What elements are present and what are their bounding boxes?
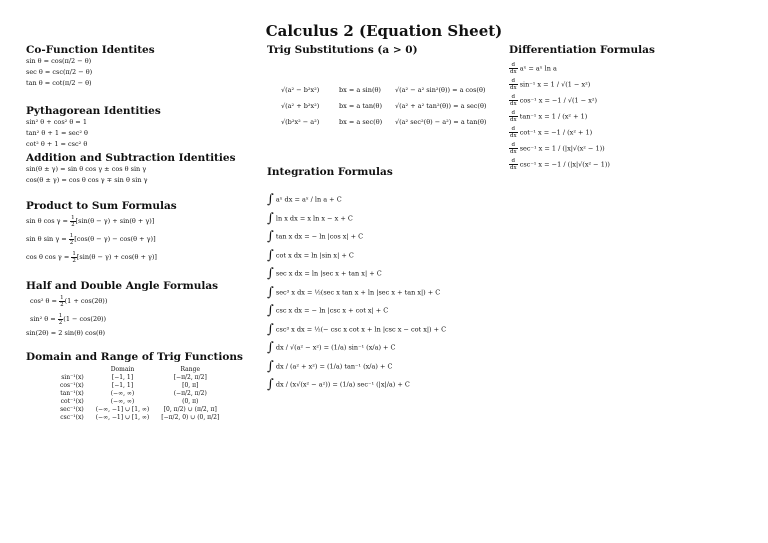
integral-sign: ∫	[267, 210, 274, 226]
section-heading: Addition and Subtraction Identities	[26, 152, 236, 164]
section-heading: Half and Double Angle Formulas	[26, 280, 219, 292]
numerator: d	[509, 62, 518, 69]
derivative-rhs: = 1 / (x² + 1)	[544, 112, 588, 121]
equation: sin(2θ) = 2 sin(θ) cos(θ)	[26, 329, 106, 337]
table-cell: cos⁻¹(x)	[60, 382, 84, 389]
derivative-rhs: = −1 / √(1 − x²)	[544, 96, 598, 105]
numerator: 1	[58, 312, 63, 319]
section-heading: Trig Substitutions (a > 0)	[267, 44, 418, 56]
trig-substitution-grid	[281, 86, 497, 126]
integral-formula	[267, 321, 497, 337]
equation: cos(θ ± γ) = cos θ cos γ ∓ sin θ sin γ	[26, 176, 148, 184]
table-cell: [0, π/2) ∪ (π/2, π]	[163, 406, 217, 413]
integral-formula	[267, 231, 497, 243]
eq-lhs: cos² θ =	[30, 297, 57, 305]
eq-rhs: [sin(θ − γ) + cos(θ + γ)]	[76, 253, 157, 261]
table-row	[60, 390, 225, 398]
table-cell: tan⁻¹(x)	[60, 390, 84, 397]
derivative-formula	[509, 142, 749, 155]
section-heading: Product to Sum Formulas	[26, 200, 177, 212]
eq-rhs: (1 − cos(2θ))	[63, 315, 107, 323]
derivative-operator	[509, 126, 518, 139]
denominator: dx	[510, 85, 517, 91]
domain-range-table	[60, 366, 225, 422]
table-cell: (−∞, ∞)	[110, 398, 135, 405]
section-heading: Domain and Range of Trig Functions	[26, 351, 243, 363]
sub-substitution: bx = a sec(θ)	[339, 118, 383, 126]
derivative-operator	[509, 158, 518, 171]
table-row	[60, 406, 225, 414]
table-cell: [−π/2, π/2]	[173, 374, 207, 381]
denominator: dx	[510, 133, 517, 139]
denominator: dx	[510, 117, 517, 123]
integration-section	[267, 166, 497, 391]
domain-range-section	[26, 351, 246, 422]
derivative-lhs: sin⁻¹ x	[519, 80, 542, 89]
derivative-formula	[509, 94, 749, 107]
addition-subtraction-section	[26, 152, 246, 186]
table-cell: [0, π]	[182, 382, 199, 389]
integral-body: csc³ x dx = ½(− csc x cot x + ln |csc x − cot x|) + C	[275, 325, 447, 333]
product-to-sum-section	[26, 200, 246, 266]
derivative-operator	[509, 94, 518, 107]
section-heading: Co-Function Identites	[26, 44, 155, 56]
equation: sin θ = cos(π/2 − θ)	[26, 57, 92, 65]
integral-body: sec x dx = ln |sec x + tan x| + C	[275, 269, 382, 278]
integral-sign: ∫	[267, 284, 274, 300]
derivative-rhs: = 1 / (|x|√(x² − 1))	[544, 144, 605, 153]
equation	[26, 212, 246, 230]
integral-formula	[267, 358, 497, 374]
derivative-lhs: cos⁻¹ x	[519, 96, 543, 105]
eq-lhs: sin θ cos γ =	[26, 217, 68, 225]
eq-lhs: sin² θ =	[30, 315, 56, 323]
integral-body: csc x dx = − ln |csc x + cot x| + C	[275, 306, 389, 315]
integral-body: tan x dx = − ln |cos x| + C	[275, 232, 364, 241]
table-cell: (−∞, ∞)	[110, 390, 135, 397]
table-row	[60, 414, 225, 422]
denominator: dx	[510, 101, 517, 107]
integral-body: dx / √(a² − x²) = (1/a) sin⁻¹ (x/a) + C	[275, 343, 396, 352]
table-cell: [−1, 1]	[111, 382, 134, 389]
equation: sin² θ + cos² θ = 1	[26, 118, 87, 126]
denominator: dx	[510, 69, 517, 75]
equation	[26, 310, 246, 328]
page-title: Calculus 2 (Equation Sheet)	[265, 22, 503, 40]
half-double-angle-section	[26, 280, 246, 339]
denominator: 2	[60, 301, 64, 308]
integral-sign: ∫	[267, 321, 274, 337]
denominator: 2	[71, 221, 75, 228]
table-cell: (−∞, −1] ∪ [1, ∞)	[95, 406, 150, 413]
eq-lhs: sin θ sin γ =	[26, 235, 67, 243]
integral-formula	[267, 247, 497, 263]
integral-formula	[267, 305, 497, 317]
differentiation-list	[509, 62, 749, 171]
table-cell: (0, π)	[182, 398, 199, 405]
section-heading: Differentiation Formulas	[509, 44, 655, 56]
eq-rhs: [cos(θ − γ) − cos(θ + γ)]	[74, 235, 156, 243]
section-heading: Pythagorean Identities	[26, 105, 161, 117]
column-header: Domain	[110, 366, 135, 373]
derivative-operator	[509, 110, 518, 123]
table-cell: sin⁻¹(x)	[61, 374, 84, 381]
equation: cot² θ + 1 = csc² θ	[26, 140, 88, 148]
integral-sign: ∫	[267, 247, 274, 263]
eq-lhs: cos θ cos γ =	[26, 253, 70, 261]
integral-formula	[267, 268, 497, 280]
equation: sin(θ ± γ) = sin θ cos γ ± cos θ sin γ	[26, 165, 147, 173]
derivative-lhs: sec⁻¹ x	[519, 144, 543, 153]
derivative-formula	[509, 110, 749, 123]
integral-body: ln x dx = x ln x − x + C	[275, 214, 353, 222]
derivative-rhs: = −1 / (|x|√(x² − 1))	[544, 160, 610, 169]
numerator: d	[509, 110, 518, 117]
derivative-rhs: = aˣ ln a	[528, 64, 557, 73]
numerator: d	[509, 94, 518, 101]
sub-expression: √(a² + b²x²)	[281, 102, 320, 110]
sub-substitution: bx = a sin(θ)	[339, 86, 381, 94]
integral-sign: ∫	[267, 192, 274, 207]
numerator: d	[509, 158, 518, 165]
column-header: Range	[180, 366, 201, 373]
derivative-lhs: csc⁻¹ x	[519, 160, 543, 169]
integral-formula	[267, 379, 497, 391]
table-row	[60, 382, 225, 390]
integral-sign: ∫	[267, 266, 274, 281]
integral-sign: ∫	[267, 303, 274, 318]
derivative-operator	[509, 62, 518, 75]
integral-sign: ∫	[267, 377, 274, 392]
denominator: dx	[510, 165, 517, 171]
derivative-lhs: cot⁻¹ x	[519, 128, 542, 137]
integral-body: dx / (x√(x² − a²)) = (1/a) sec⁻¹ (|x|/a) + C	[275, 380, 410, 389]
integral-body: dx / (a² + x²) = (1/a) tan⁻¹ (x/a) + C	[275, 362, 393, 370]
sub-result: √(a² sec²(θ) − a²) = a tan(θ)	[395, 118, 487, 126]
equation: tan² θ + 1 = sec² θ	[26, 129, 88, 137]
derivative-formula	[509, 126, 749, 139]
table-row	[60, 398, 225, 406]
table-cell: [−1, 1]	[111, 374, 134, 381]
sub-substitution: bx = a tan(θ)	[339, 102, 383, 110]
integral-sign: ∫	[267, 340, 274, 355]
sub-result: √(a² + a² tan²(θ)) = a sec(θ)	[395, 102, 487, 110]
eq-rhs: [sin(θ − γ) + sin(θ + γ)]	[75, 217, 155, 225]
section-heading: Integration Formulas	[267, 166, 393, 178]
integral-sign: ∫	[267, 229, 274, 244]
integral-sign: ∫	[267, 358, 274, 374]
derivative-formula	[509, 158, 749, 171]
integral-formula	[267, 194, 497, 206]
derivative-formula	[509, 78, 749, 91]
table-cell: (−π/2, π/2)	[173, 390, 207, 397]
numerator: d	[509, 126, 518, 133]
equation	[26, 230, 246, 248]
derivative-formula	[509, 62, 749, 75]
sub-result: √(a² − a² sin²(θ)) = a cos(θ)	[395, 86, 486, 94]
table-row	[60, 374, 225, 382]
integration-list	[267, 194, 497, 391]
integral-body: cot x dx = ln |sin x| + C	[275, 251, 354, 259]
integral-formula	[267, 342, 497, 354]
numerator: d	[509, 78, 518, 85]
numerator: 1	[69, 232, 74, 239]
table-header-row	[60, 366, 225, 374]
cofunction-section	[26, 44, 246, 89]
denominator: 2	[58, 319, 63, 326]
eq-rhs: (1 + cos(2θ))	[64, 297, 108, 305]
sub-expression: √(a² − b²x²)	[281, 86, 320, 94]
derivative-rhs: = 1 / √(1 − x²)	[543, 80, 591, 89]
integral-body: aˣ dx = aˣ / ln a + C	[275, 195, 342, 204]
column-left	[26, 44, 246, 432]
table-cell: sec⁻¹(x)	[60, 406, 84, 413]
table-cell: [−π/2, 0) ∪ (0, π/2]	[161, 414, 220, 421]
integral-formula	[267, 284, 497, 300]
derivative-lhs: tan⁻¹ x	[519, 112, 543, 121]
derivative-operator	[509, 78, 518, 91]
derivative-operator	[509, 142, 518, 155]
pythagorean-section	[26, 105, 246, 150]
denominator: 2	[69, 239, 74, 246]
column-middle	[267, 44, 497, 398]
numerator: 1	[60, 294, 64, 301]
integral-body: sec³ x dx = ½(sec x tan x + ln |sec x + tan x|) + C	[275, 288, 441, 296]
numerator: 1	[72, 250, 76, 257]
sub-expression: √(b²x² − a²)	[281, 118, 320, 126]
equation	[26, 248, 246, 266]
numerator: d	[509, 142, 518, 149]
trig-substitution-section	[267, 44, 497, 126]
equation: sec θ = csc(π/2 − θ)	[26, 68, 93, 76]
denominator: 2	[72, 257, 76, 264]
numerator: 1	[71, 214, 75, 221]
denominator: dx	[510, 149, 517, 155]
integral-formula	[267, 210, 497, 226]
derivative-rhs: = −1 / (x² + 1)	[543, 128, 593, 137]
equation	[26, 292, 246, 310]
table-cell: csc⁻¹(x)	[60, 414, 84, 421]
derivative-lhs: aˣ	[519, 64, 527, 73]
table-cell: cot⁻¹(x)	[60, 398, 84, 405]
equation: tan θ = cot(π/2 − θ)	[26, 79, 92, 87]
column-right	[509, 44, 749, 174]
table-cell: (−∞, −1] ∪ [1, ∞)	[95, 414, 150, 421]
